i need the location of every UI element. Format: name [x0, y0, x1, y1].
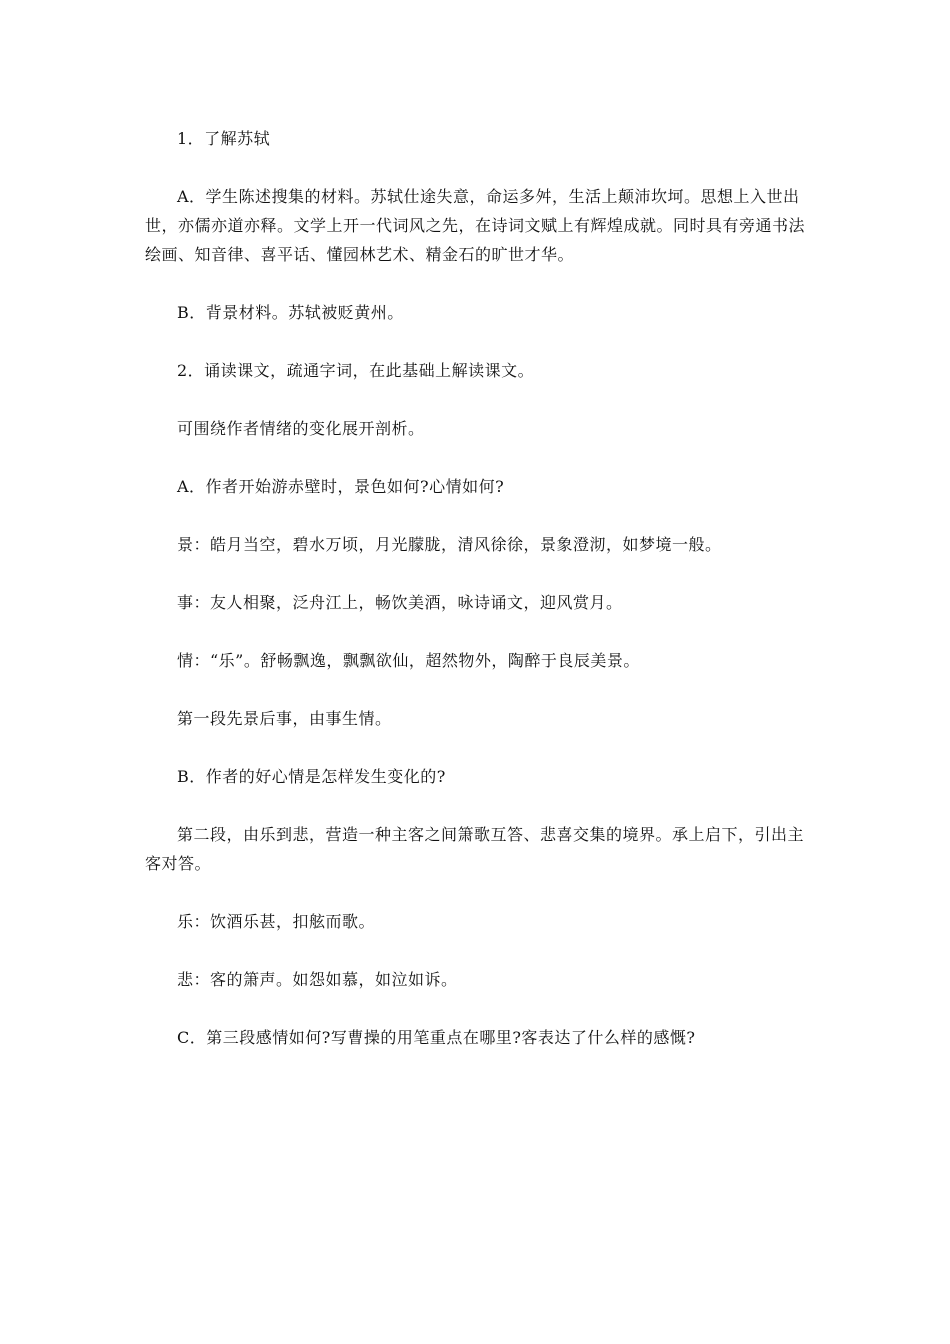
section-heading-recite-text: 2．诵读课文，疏通字词，在此基础上解读课文。 [177, 361, 535, 380]
question-a: A．作者开始游赤壁时，景色如何?心情如何? [177, 477, 505, 496]
paragraph-second-section: 第二段，由乐到悲，营造一种主客之间箫歌互答、悲喜交集的境界。承上启下，引出主客对答。 [145, 825, 805, 873]
paragraph-student-materials: A．学生陈述搜集的材料。苏轼仕途失意，命运多舛，生活上颠沛坎坷。思想上入世出世，亦儒亦道亦释。文学上开一代词风之先，在诗词文赋上有辉煌成就。同时具有旁通书法绘画、知音律、喜平话、懂园林艺术、精金石的旷世才华。 [145, 187, 806, 264]
paragraph-joy: 乐：饮酒乐甚，扣舷而歌。 [177, 912, 376, 931]
paragraph-scenery: 景：皓月当空，碧水万顷，月光朦胧，清风徐徐，景象澄沏，如梦境一般。 [177, 535, 722, 554]
paragraph-sorrow: 悲：客的箫声。如怨如慕，如泣如诉。 [177, 970, 458, 989]
paragraph-events: 事：友人相聚，泛舟江上，畅饮美酒，咏诗诵文，迎风赏月。 [177, 593, 623, 612]
paragraph-emotion: 情：“乐”。舒畅飘逸，飘飘欲仙，超然物外，陶醉于良辰美景。 [177, 651, 640, 670]
document-body [145, 124, 810, 1052]
section-heading-understand-sushi: 1．了解苏轼 [177, 129, 271, 148]
paragraph-background-materials: B．背景材料。苏轼被贬黄州。 [177, 303, 404, 322]
paragraph-analysis-approach: 可围绕作者情绪的变化展开剖析。 [177, 419, 425, 438]
paragraph-first-section-summary: 第一段先景后事，由事生情。 [177, 709, 392, 728]
question-b: B．作者的好心情是怎样发生变化的? [177, 767, 446, 786]
question-c: C．第三段感情如何?写曹操的用笔重点在哪里?客表达了什么样的感慨? [177, 1028, 696, 1047]
